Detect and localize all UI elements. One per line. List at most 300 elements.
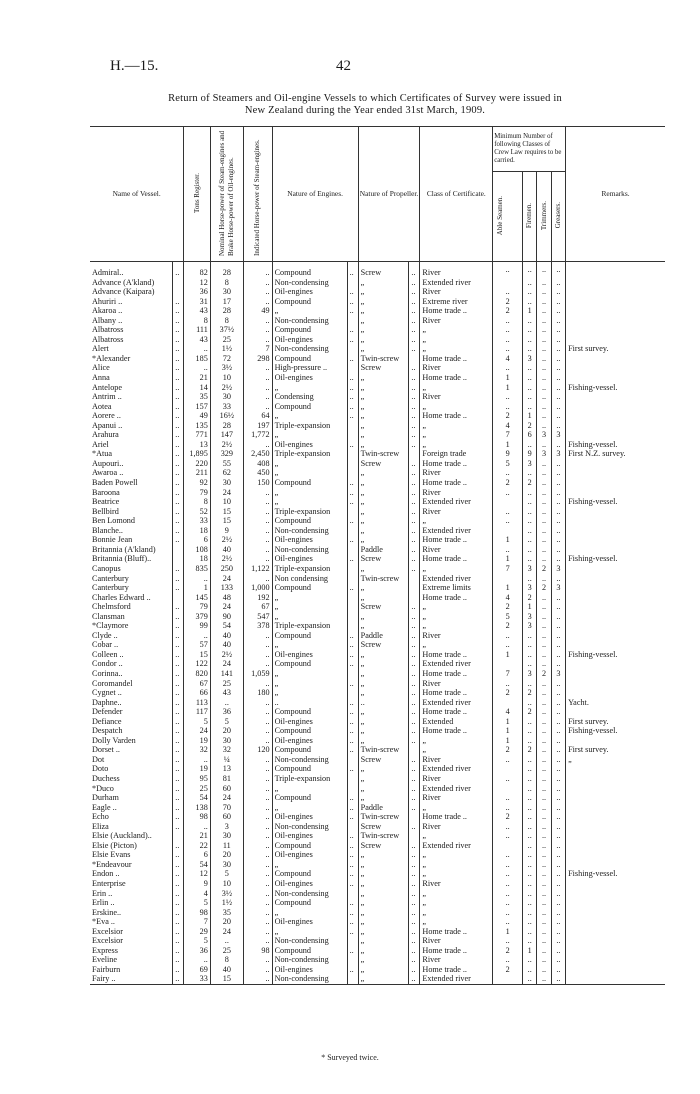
- certificate: Home trade ..: [420, 593, 493, 603]
- crew-trimmers: ..: [537, 287, 551, 297]
- vessel-name-dots: [173, 287, 184, 297]
- crew-firemen: 3: [523, 564, 537, 574]
- indicated-hp: ..: [243, 955, 272, 965]
- table-row: [90, 516, 665, 526]
- vessel-name: Cygnet ..: [92, 688, 122, 698]
- crew-greasers: ..: [551, 306, 565, 316]
- table-row: [90, 535, 665, 545]
- crew-trimmers: ..: [537, 774, 551, 784]
- certificate: River: [420, 392, 493, 402]
- engines: Oil-engines: [272, 965, 347, 975]
- crew-able: 2: [493, 297, 523, 307]
- crew-able: ..: [493, 908, 523, 918]
- crew-able: ..: [493, 803, 523, 813]
- crew-greasers: ..: [551, 812, 565, 822]
- crew-firemen: ..: [523, 335, 537, 345]
- propeller-dots: [409, 354, 420, 364]
- crew-trimmers: 2: [537, 583, 551, 593]
- engines-dots: ..: [347, 631, 358, 641]
- certificate: River: [420, 679, 493, 689]
- propeller-dots: [409, 449, 420, 459]
- indicated-hp: 150: [243, 478, 272, 488]
- crew-firemen: ..: [523, 278, 537, 288]
- vessel-name: Charles Edward ..: [92, 592, 151, 602]
- header-crew-trimmers: Trimmers.: [537, 172, 551, 262]
- vessel-name: Alice: [92, 363, 110, 373]
- vessel-name-dots: ..: [173, 402, 184, 412]
- crew-firemen: ..: [523, 822, 537, 832]
- tons: 4: [184, 889, 210, 899]
- crew-able: 7: [493, 669, 523, 679]
- propeller-dots: ..: [409, 564, 420, 574]
- remarks: [566, 574, 665, 584]
- table-row: [90, 640, 665, 650]
- crew-firemen: ..: [523, 344, 537, 354]
- indicated-hp: ..: [243, 784, 272, 794]
- nominal-hp: 30: [210, 860, 243, 870]
- crew-trimmers: 3: [537, 449, 551, 459]
- engines: Triple-expansion: [272, 421, 347, 431]
- tons: 19: [184, 764, 210, 774]
- table-row: [90, 478, 665, 488]
- certificate: Home trade ..: [420, 411, 493, 421]
- vessel-name: Coromandel: [92, 678, 133, 688]
- propeller-dots: ..: [409, 278, 420, 288]
- propeller: Screw: [358, 640, 409, 650]
- engines-dots: ..: [347, 879, 358, 889]
- crew-trimmers: ..: [537, 402, 551, 412]
- vessel-name: *Endeavour: [92, 859, 132, 869]
- propeller: „: [358, 297, 409, 307]
- indicated-hp: 1,122: [243, 564, 272, 574]
- table-row: [90, 621, 665, 631]
- crew-firemen: ..: [523, 392, 537, 402]
- propeller: „: [358, 850, 409, 860]
- indicated-hp: ..: [243, 707, 272, 717]
- propeller: „: [358, 392, 409, 402]
- remarks: [566, 946, 665, 956]
- crew-firemen: ..: [523, 965, 537, 975]
- certificate: River: [420, 774, 493, 784]
- indicated-hp: ..: [243, 554, 272, 564]
- engines-dots: ..: [347, 946, 358, 956]
- crew-able: ..: [493, 679, 523, 689]
- propeller: ..: [358, 698, 409, 708]
- crew-firemen: ..: [523, 325, 537, 335]
- crew-trimmers: ..: [537, 278, 551, 288]
- propeller: „: [358, 965, 409, 975]
- indicated-hp: ..: [243, 526, 272, 536]
- certificate: Extended river: [420, 764, 493, 774]
- tons: 117: [184, 707, 210, 717]
- vessel-name-dots: ..: [173, 879, 184, 889]
- propeller: Screw: [358, 841, 409, 851]
- engines: Compound: [272, 583, 347, 593]
- certificate: „: [420, 516, 493, 526]
- crew-trimmers: 2: [537, 669, 551, 679]
- vessel-name-dots: ..: [173, 262, 184, 278]
- propeller-dots: [409, 583, 420, 593]
- crew-firemen: ..: [523, 774, 537, 784]
- certificate: „: [420, 898, 493, 908]
- crew-able: [493, 764, 523, 774]
- engines-dots: [347, 449, 358, 459]
- tons: 32: [184, 745, 210, 755]
- engines: Compound: [272, 707, 347, 717]
- table-row: [90, 392, 665, 402]
- tons: 79: [184, 488, 210, 498]
- nominal-hp: 62: [210, 468, 243, 478]
- vessel-name: Erskine..: [92, 907, 122, 917]
- engines: Oil-engines: [272, 554, 347, 564]
- remarks: [566, 262, 665, 278]
- engines-dots: [347, 784, 358, 794]
- nominal-hp: 10: [210, 497, 243, 507]
- engines: „: [272, 640, 347, 650]
- engines: ..: [272, 698, 347, 708]
- nominal-hp: ..: [210, 936, 243, 946]
- tons: 379: [184, 612, 210, 622]
- crew-greasers: ..: [551, 612, 565, 622]
- vessel-name: Awaroa ..: [92, 468, 124, 478]
- propeller: „: [358, 287, 409, 297]
- indicated-hp: ..: [243, 755, 272, 765]
- vessel-name: Durham: [92, 793, 119, 803]
- indicated-hp: ..: [243, 850, 272, 860]
- table-row: [90, 583, 665, 593]
- crew-greasers: ..: [551, 850, 565, 860]
- remarks: [566, 564, 665, 574]
- indicated-hp: ..: [243, 879, 272, 889]
- nominal-hp: 35: [210, 908, 243, 918]
- engines: Triple-expansion: [272, 774, 347, 784]
- certificate: Extended river: [420, 659, 493, 669]
- remarks: Yacht.: [566, 698, 665, 708]
- remarks: [566, 278, 665, 288]
- remarks: [566, 831, 665, 841]
- vessel-name: Antrim ..: [92, 392, 122, 402]
- remarks: [566, 679, 665, 689]
- crew-able: 4: [493, 354, 523, 364]
- propeller-dots: [409, 831, 420, 841]
- vessel-name: Ben Lomond: [92, 516, 135, 526]
- table-row: [90, 974, 665, 984]
- remarks: [566, 707, 665, 717]
- tons: 18: [184, 554, 210, 564]
- indicated-hp: ..: [243, 908, 272, 918]
- footnote: * Surveyed twice.: [321, 1053, 379, 1062]
- table-row: [90, 803, 665, 813]
- certificate: Home trade ..: [420, 354, 493, 364]
- propeller-dots: ..: [409, 621, 420, 631]
- crew-able: 2: [493, 965, 523, 975]
- propeller: „: [358, 650, 409, 660]
- propeller-dots: ..: [409, 602, 420, 612]
- vessel-name: Dolly Varden: [92, 735, 136, 745]
- certificate: Home trade ..: [420, 535, 493, 545]
- engines: Compound: [272, 262, 347, 278]
- certificate: „: [420, 621, 493, 631]
- propeller: Twin-screw: [358, 745, 409, 755]
- crew-trimmers: ..: [537, 936, 551, 946]
- crew-firemen: ..: [523, 640, 537, 650]
- crew-able: 1: [493, 554, 523, 564]
- indicated-hp: ..: [243, 262, 272, 278]
- crew-trimmers: ..: [537, 764, 551, 774]
- vessel-name: Duchess: [92, 773, 120, 783]
- propeller: Screw: [358, 554, 409, 564]
- crew-greasers: ..: [551, 803, 565, 813]
- tons: 211: [184, 468, 210, 478]
- remarks: First survey.: [566, 717, 665, 727]
- engines-dots: ..: [347, 516, 358, 526]
- propeller: „: [358, 764, 409, 774]
- crew-able: ..: [493, 468, 523, 478]
- propeller: „: [358, 659, 409, 669]
- engines-dots: [347, 468, 358, 478]
- indicated-hp: 1,000: [243, 583, 272, 593]
- engines-dots: [347, 507, 358, 517]
- tons: 19: [184, 736, 210, 746]
- propeller: „: [358, 402, 409, 412]
- certificate: „: [420, 736, 493, 746]
- vessel-name-dots: ..: [173, 774, 184, 784]
- crew-greasers: ..: [551, 831, 565, 841]
- table-row: [90, 507, 665, 517]
- crew-firemen: 6: [523, 430, 537, 440]
- engines: „: [272, 860, 347, 870]
- crew-trimmers: ..: [537, 726, 551, 736]
- vessel-name-dots: ..: [173, 325, 184, 335]
- crew-trimmers: ..: [537, 621, 551, 631]
- crew-able: 1: [493, 736, 523, 746]
- crew-able: 1: [493, 726, 523, 736]
- indicated-hp: ..: [243, 440, 272, 450]
- engines-dots: [347, 545, 358, 555]
- vessel-name-dots: ..: [173, 917, 184, 927]
- crew-greasers: ..: [551, 869, 565, 879]
- vessel-name: Echo: [92, 812, 109, 822]
- nominal-hp: ..: [210, 698, 243, 708]
- vessel-name: Beatrice: [92, 497, 120, 507]
- engines-dots: [347, 316, 358, 326]
- crew-firemen: 3: [523, 621, 537, 631]
- engines-dots: ..: [347, 440, 358, 450]
- propeller-dots: ..: [409, 669, 420, 679]
- tons: 66: [184, 688, 210, 698]
- vessel-name-dots: ..: [173, 793, 184, 803]
- crew-greasers: ..: [551, 363, 565, 373]
- tons: 113: [184, 698, 210, 708]
- engines: Non-condensing: [272, 822, 347, 832]
- vessel-name: *Atua: [92, 449, 113, 459]
- vessel-name-dots: ..: [173, 297, 184, 307]
- engines: Non-condensing: [272, 278, 347, 288]
- remarks: [566, 430, 665, 440]
- propeller-dots: ..: [409, 316, 420, 326]
- vessel-name: Elsie (Auckland)..: [92, 831, 152, 841]
- engines-dots: ..: [347, 869, 358, 879]
- propeller-dots: ..: [409, 392, 420, 402]
- engines: Oil-engines: [272, 717, 347, 727]
- header-certificate: Class of Certificate.: [420, 127, 493, 262]
- crew-firemen: ..: [523, 850, 537, 860]
- crew-trimmers: ..: [537, 688, 551, 698]
- engines: „: [272, 669, 347, 679]
- table-row: [90, 669, 665, 679]
- table-row: [90, 325, 665, 335]
- crew-greasers: 3: [551, 449, 565, 459]
- vessel-name-dots: ..: [173, 411, 184, 421]
- table-row: [90, 917, 665, 927]
- crew-trimmers: ..: [537, 955, 551, 965]
- certificate: „: [420, 344, 493, 354]
- propeller-dots: ..: [409, 736, 420, 746]
- crew-greasers: ..: [551, 325, 565, 335]
- engines-dots: [347, 593, 358, 603]
- engines-dots: ..: [347, 478, 358, 488]
- certificate: „: [420, 803, 493, 813]
- crew-firemen: 1: [523, 602, 537, 612]
- propeller: „: [358, 955, 409, 965]
- table-row: [90, 354, 665, 364]
- indicated-hp: ..: [243, 822, 272, 832]
- vessel-name: Blanche..: [92, 525, 123, 535]
- remarks: [566, 459, 665, 469]
- indicated-hp: 180: [243, 688, 272, 698]
- propeller: „: [358, 784, 409, 794]
- nominal-hp: 15: [210, 516, 243, 526]
- nominal-hp: 5: [210, 717, 243, 727]
- indicated-hp: ..: [243, 726, 272, 736]
- crew-able: 2: [493, 621, 523, 631]
- propeller: „: [358, 889, 409, 899]
- crew-trimmers: ..: [537, 946, 551, 956]
- header-crew-group: Minimum Number of following Classes of Crew Law requires to be carried.: [493, 127, 566, 172]
- vessel-name: Colleen ..: [92, 649, 124, 659]
- vessel-name: Advance (Kaipara): [92, 287, 155, 297]
- crew-able: 2: [493, 411, 523, 421]
- vessel-name: Canopus: [92, 563, 121, 573]
- crew-greasers: ..: [551, 421, 565, 431]
- crew-greasers: ..: [551, 535, 565, 545]
- indicated-hp: ..: [243, 659, 272, 669]
- propeller-dots: ..: [409, 344, 420, 354]
- certificate: Extended river: [420, 841, 493, 851]
- certificate: Extended river: [420, 526, 493, 536]
- engines: „: [272, 908, 347, 918]
- propeller: „: [358, 373, 409, 383]
- tons: ..: [184, 755, 210, 765]
- propeller-dots: ..: [409, 535, 420, 545]
- certificate: River: [420, 822, 493, 832]
- crew-able: ..: [493, 898, 523, 908]
- crew-trimmers: ..: [537, 507, 551, 517]
- certificate: „: [420, 745, 493, 755]
- crew-able: 1: [493, 535, 523, 545]
- crew-able: ..: [493, 889, 523, 899]
- nominal-hp: 30: [210, 478, 243, 488]
- crew-able: 1: [493, 583, 523, 593]
- crew-greasers: ..: [551, 927, 565, 937]
- engines-dots: [347, 955, 358, 965]
- propeller: „: [358, 946, 409, 956]
- crew-firemen: ..: [523, 936, 537, 946]
- tons: 67: [184, 679, 210, 689]
- remarks: [566, 402, 665, 412]
- engines: Non-condensing: [272, 316, 347, 326]
- crew-firemen: ..: [523, 803, 537, 813]
- vessel-name: Britannia (A'kland): [92, 544, 156, 554]
- vessel-name: Despatch: [92, 726, 123, 736]
- tons: 835: [184, 564, 210, 574]
- certificate: River: [420, 545, 493, 555]
- engines: Compound: [272, 402, 347, 412]
- engines-dots: ..: [347, 726, 358, 736]
- crew-trimmers: ..: [537, 574, 551, 584]
- crew-trimmers: ..: [537, 822, 551, 832]
- nominal-hp: 2½: [210, 650, 243, 660]
- vessel-name: Canterbury: [92, 573, 129, 583]
- vessel-name-dots: ..: [173, 574, 184, 584]
- crew-trimmers: ..: [537, 860, 551, 870]
- vessel-name-dots: ..: [173, 717, 184, 727]
- tons: 138: [184, 803, 210, 813]
- crew-firemen: ..: [523, 879, 537, 889]
- table-row: [90, 554, 665, 564]
- table-header-row: [90, 127, 665, 172]
- propeller: „: [358, 717, 409, 727]
- propeller: „: [358, 726, 409, 736]
- crew-able: ..: [493, 850, 523, 860]
- remarks: [566, 774, 665, 784]
- engines-dots: [347, 755, 358, 765]
- table-row: [90, 411, 665, 421]
- crew-able: 5: [493, 459, 523, 469]
- table-row: [90, 278, 665, 288]
- propeller-dots: ..: [409, 974, 420, 984]
- engines: Non-condensing: [272, 936, 347, 946]
- crew-greasers: ..: [551, 593, 565, 603]
- propeller: Paddle: [358, 631, 409, 641]
- table-row: [90, 363, 665, 373]
- engines-dots: ..: [347, 717, 358, 727]
- remarks: [566, 784, 665, 794]
- propeller: Twin-screw: [358, 449, 409, 459]
- certificate: „: [420, 850, 493, 860]
- remarks: [566, 478, 665, 488]
- engines-dots: ..: [347, 297, 358, 307]
- indicated-hp: 98: [243, 946, 272, 956]
- crew-greasers: ..: [551, 774, 565, 784]
- table-row: [90, 879, 665, 889]
- vessel-name: *Claymore: [92, 621, 129, 631]
- tons: 185: [184, 354, 210, 364]
- engines-dots: [347, 669, 358, 679]
- tons: 6: [184, 850, 210, 860]
- crew-greasers: ..: [551, 373, 565, 383]
- certificate: River: [420, 488, 493, 498]
- tons: 820: [184, 669, 210, 679]
- engines-dots: ..: [347, 650, 358, 660]
- crew-trimmers: ..: [537, 421, 551, 431]
- propeller: „: [358, 879, 409, 889]
- remarks: [566, 631, 665, 641]
- table-row: [90, 774, 665, 784]
- propeller-dots: ..: [409, 659, 420, 669]
- crew-greasers: ..: [551, 411, 565, 421]
- indicated-hp: ..: [243, 497, 272, 507]
